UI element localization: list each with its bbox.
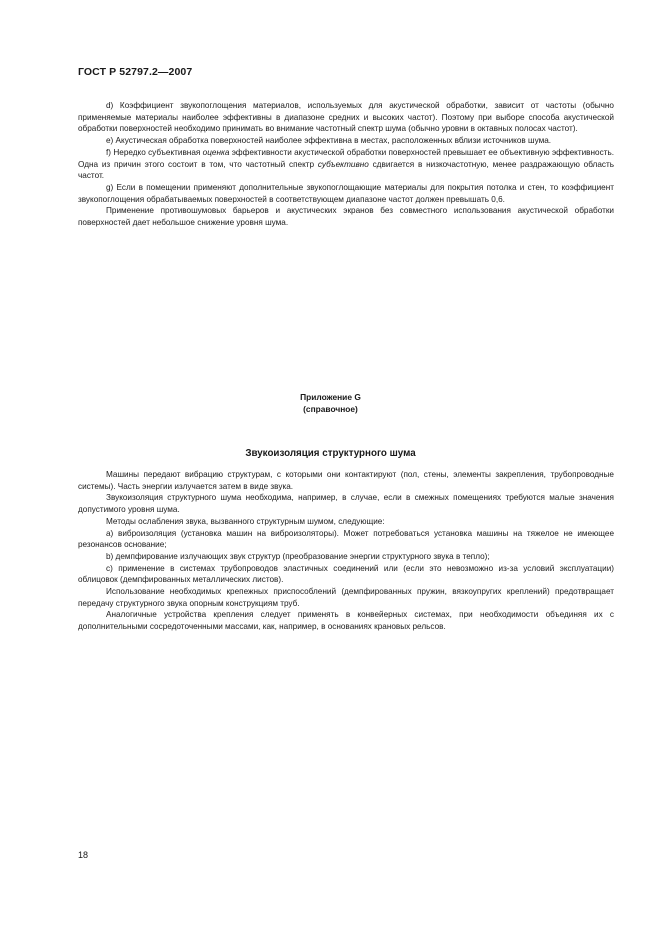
section-paragraph: Методы ослабления звука, вызванного структурным шумом, следующие: <box>106 516 385 526</box>
top-text-block <box>78 100 614 229</box>
list-item-c: с) применение в системах трубопроводов эластичных соединений или (если это невозможно из-за условий эксплуатации) облицовок (демпфированных металлических листов). <box>78 563 614 585</box>
document-header: ГОСТ Р 52797.2—2007 <box>78 66 193 78</box>
paragraph-f-emphasis-2: субъективно <box>317 159 369 169</box>
appendix-heading <box>0 392 661 415</box>
paragraph-g: g) Если в помещении применяют дополнительные звукопоглощающие материалы для покрытия потолка и стен, то коэффициент звукопоглощения обрабатываемых поверхностей в соответствующем диапазоне частот должен превышать 0,6. <box>78 182 614 204</box>
section-paragraph: Машины передают вибрацию структурам, с которыми они контактируют (пол, стены, элементы закрепления, трубопроводные системы). Часть энергии излучается затем в виде звука. <box>78 470 614 491</box>
page-number: 18 <box>78 850 89 860</box>
section-paragraph: Аналогичные устройства крепления следует применять в конвейерных системах, при необходимости объединяя их с дополнительными сосредоточенными массами, как, например, в основаниях крановых рельсов. <box>78 610 614 632</box>
paragraph-barriers: Применение противошумовых барьеров и акустических экранов без совместного использования акустической обработки поверхностей дает небольшое снижение уровня шума. <box>78 206 614 228</box>
paragraph-f <box>78 147 614 182</box>
paragraph-f-part-3: сдвигается в низкочастотную, менее раздражающую область частот. <box>78 159 614 181</box>
list-item-a: а) виброизоляция (установка машин на виброизоляторы). Может потребоваться установка машины на тяжелое не имеющее резонансов основание; <box>78 528 614 550</box>
paragraph-f-part-1: f) Нередко субъективная <box>106 147 203 157</box>
appendix-note: (справочное) <box>303 403 358 414</box>
section-paragraph: Звукоизоляция структурного шума необходима, например, в случае, если в смежных помещениях требуются малые значения допустимого уровня шума. <box>78 493 614 515</box>
appendix-label: Приложение G <box>300 392 361 402</box>
paragraph-d: d) Коэффициент звукопоглощения материалов, используемых для акустической обработки, зависит от частоты (обычно применяемые материалы наиболее эффективны в диапазоне средних и высоких частот). Поэтому при выборе способа акустической обработки поверхностей необходимо принимать во внимание частотный спектр шума (обычно уровни в октавных полосах частот). <box>78 101 614 134</box>
section-title: Звукоизоляция структурного шума <box>245 448 416 459</box>
paragraph-f-part-2: эффективности акустической обработки поверхностей превышает ее объективную эффективность. Одна из причин этого состоит в том, что частотный спектр <box>78 147 614 169</box>
section-paragraph: Использование необходимых крепежных приспособлений (демпфированных пружин, вязкоупругих креплений) предотвращает передачу структурного звука опорным конструкциям труб. <box>78 587 614 608</box>
paragraph-e: e) Акустическая обработка поверхностей наиболее эффективна в местах, расположенных вблизи источников шума. <box>106 136 552 146</box>
list-item-b: b) демпфирование излучающих звук структур (преобразование энергии структурного звука в тепло); <box>106 551 490 561</box>
section-text-block <box>78 469 614 633</box>
paragraph-f-emphasis-1: оценка <box>202 147 230 157</box>
